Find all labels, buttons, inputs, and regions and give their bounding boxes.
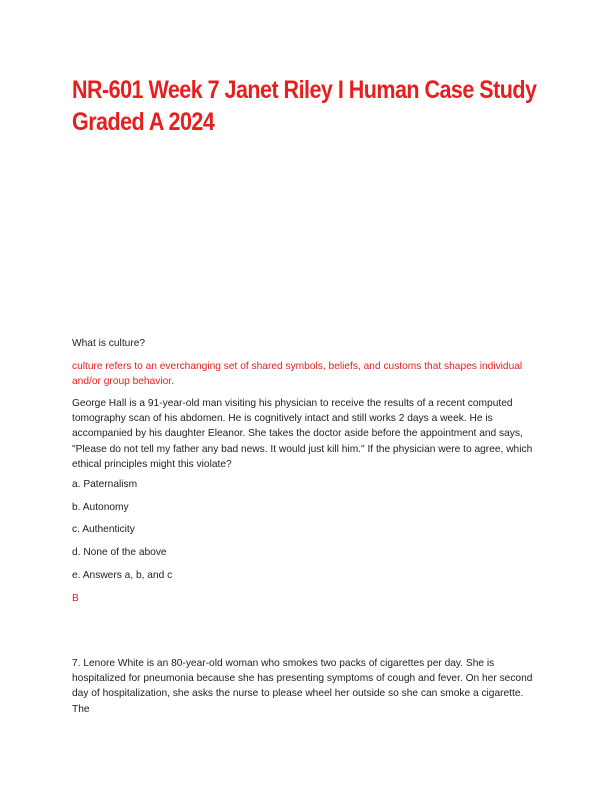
question-culture: What is culture? bbox=[72, 338, 146, 349]
question-george-hall: George Hall is a 91-year-old man visiting his physician to receive the results of a recent computed tomography scan of his abdomen. He is cognitively intact and still works 2 days a week. He is accompanied by his daughter Eleanor. She takes the doctor aside before the appointment and says, "Please do not tell my father any bad news. It would just kill him." If the physician were to agree, which ethical principles might this violate? bbox=[72, 398, 533, 470]
option-a: a. Paternalism bbox=[72, 479, 138, 490]
document-title-line-1: NR-601 Week 7 Janet Riley I Human Case Study bbox=[72, 76, 537, 104]
document-title-line-2: Graded A 2024 bbox=[72, 108, 215, 136]
answer-culture: culture refers to an everchanging set of shared symbols, beliefs, and customs that shapes individual and/or group behavior. bbox=[72, 361, 523, 388]
document-title bbox=[72, 74, 537, 138]
answer-george-hall: B bbox=[72, 593, 79, 604]
option-d: d. None of the above bbox=[72, 547, 167, 558]
option-c: c. Authenticity bbox=[72, 524, 135, 535]
option-b: b. Autonomy bbox=[72, 502, 129, 513]
option-e: e. Answers a, b, and c bbox=[72, 570, 173, 581]
question-lenore-white: 7. Lenore White is an 80-year-old woman who smokes two packs of cigarettes per day. She is hospitalized for pneumonia because she has presenting symptoms of cough and fever. On her second day of hospitalization, she asks the nurse to please wheel her outside so she can smoke a cigarette. The bbox=[72, 658, 533, 715]
